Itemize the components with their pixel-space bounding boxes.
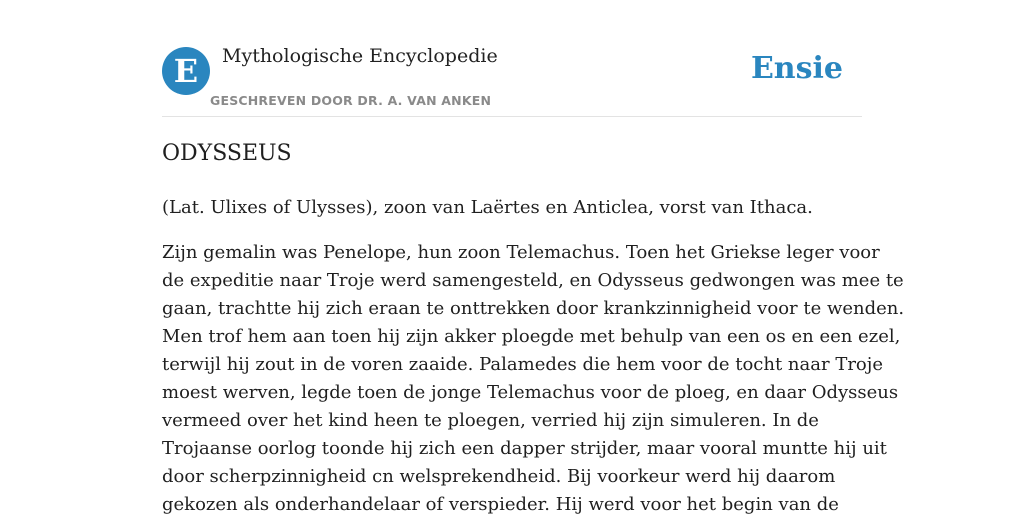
entry-lead: (Lat. Ulixes of Ulysses), zoon van Laërtes en Anticlea, vorst van Ithaca.: [162, 197, 813, 218]
page-container: [162, 0, 905, 515]
author-byline: GESCHREVEN DOOR DR. A. VAN ANKEN: [210, 93, 492, 108]
body-line: moest werven, legde toen de jonge Telemachus voor de ploeg, en daar Odysseus: [162, 382, 899, 403]
ensie-brand-logo[interactable]: Ensie: [750, 51, 843, 86]
body-line: Trojaanse oorlog toonde hij zich een dapper strijder, maar vooral muntte hij uit: [162, 438, 887, 459]
body-line: gaan, trachtte hij zich eraan te onttrekken door krankzinnigheid voor te wenden.: [162, 298, 905, 319]
source-title-link[interactable]: Mythologische Encyclopedie: [222, 45, 498, 67]
body-line: terwijl hij zout in de voren zaaide. Palamedes die hem voor de tocht naar Troje: [162, 354, 883, 375]
source-header: [162, 0, 862, 117]
body-line: door scherpzinnigheid cn welsprekendheid. Bij voorkeur werd hij daarom: [162, 466, 836, 487]
entry-title: ODYSSEUS: [162, 141, 292, 166]
body-line: Men trof hem aan toen hij zijn akker ploegde met behulp van een os en een ezel,: [162, 326, 901, 347]
body-line: vermeed over het kind heen te ploegen, verried hij zijn simuleren. In de: [162, 410, 819, 431]
body-line: gekozen als onderhandelaar of verspieder. Hij werd voor het begin van de: [162, 494, 839, 515]
body-line: Zijn gemalin was Penelope, hun zoon Telemachus. Toen het Griekse leger voor: [162, 242, 880, 263]
body-line: de expeditie naar Troje werd samengesteld, en Odysseus gedwongen was mee te: [162, 270, 904, 291]
entry-body: [162, 239, 905, 519]
encyclopedia-logo-icon[interactable]: E: [162, 47, 210, 95]
